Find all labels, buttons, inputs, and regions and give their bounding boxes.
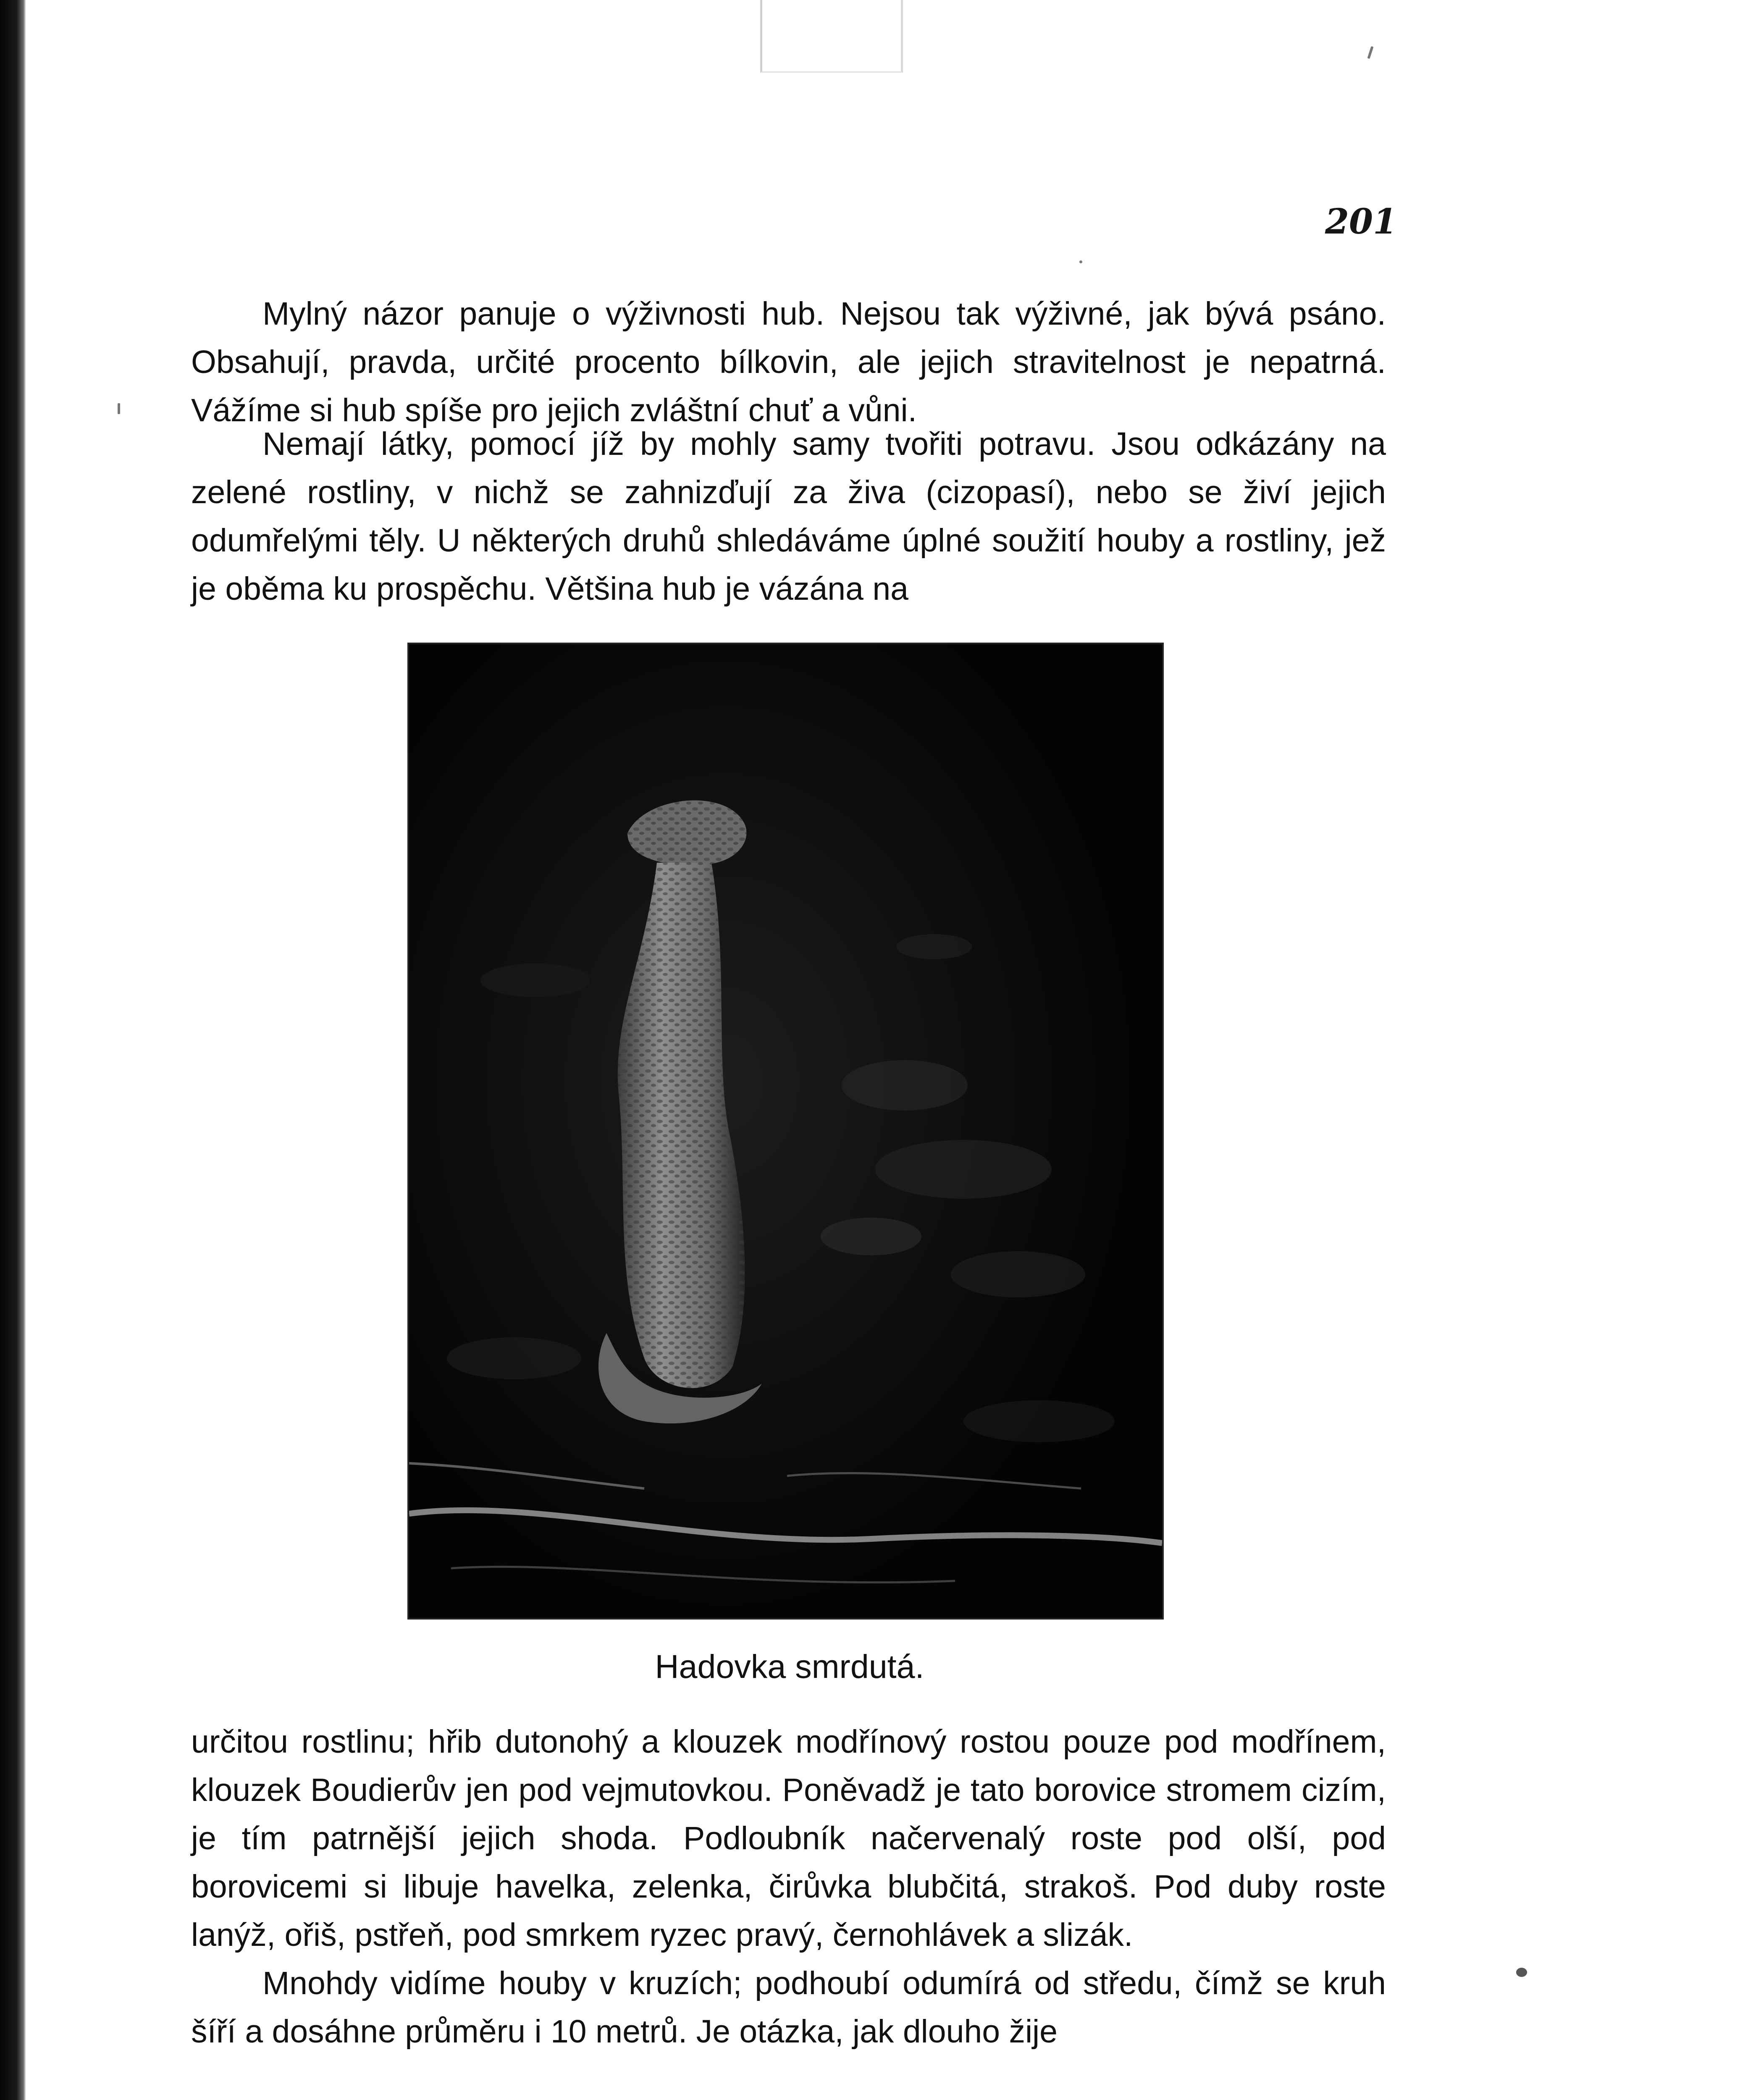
body-paragraph: Nemají látky, pomocí jíž by mohly samy tvořiti potravu. Jsou odkázány na zelené rostliny, v nichž se zahnizďují za živa (cizopasí), nebo se živí jejich odumřelými těly. U některých druhů shledáváme úplné soužití houby a rostliny, jež je oběma ku prospěchu. Většina hub je vázána na (191, 426, 1386, 607)
scan-speck (118, 403, 120, 414)
scan-speck (1367, 46, 1374, 59)
scan-speck (1079, 260, 1082, 263)
page-number: 201 (1325, 202, 1397, 242)
photo-background (409, 644, 1162, 1618)
mushroom-illustration (409, 644, 1162, 1618)
scan-top-mark (760, 0, 903, 73)
body-paragraph: Mylný názor panuje o výživnosti hub. Nejsou tak výživné, jak bývá psáno. Obsahují, pravda, určité procento bílkovin, ale jejich stravitelnost je nepatrná. Vážíme si hub spíše pro jejich zvláštní chuť a vůni. (191, 296, 1386, 428)
body-paragraph: určitou rostlinu; hřib dutonohý a klouzek modřínový rostou pouze pod modřínem, klouzek Boudierův jen pod vejmutovkou. Poněvadž je tato borovice stromem cizím, je tím patrnější jejich shoda. Podloubník načervenalý roste pod olší, pod borovicemi si libuje havelka, zelenka, čirůvka blubčitá, strakoš. Pod duby roste lanýž, ořiš, pstřeň, pod smrkem ryzec pravý, černohlávek a slizák. (191, 1724, 1386, 1953)
body-paragraph: Mnohdy vidíme houby v kruzích; podhoubí odumírá od středu, čímž se kruh šíří a dosáhne průměru i 10 metrů. Je otázka, jak dlouho žije (191, 1965, 1386, 2050)
scan-speck (1516, 1968, 1527, 1977)
scan-left-edge (0, 0, 26, 2100)
mushroom-photograph (407, 643, 1164, 1620)
figure-caption: Hadovka smrdutá. (655, 1648, 924, 1685)
